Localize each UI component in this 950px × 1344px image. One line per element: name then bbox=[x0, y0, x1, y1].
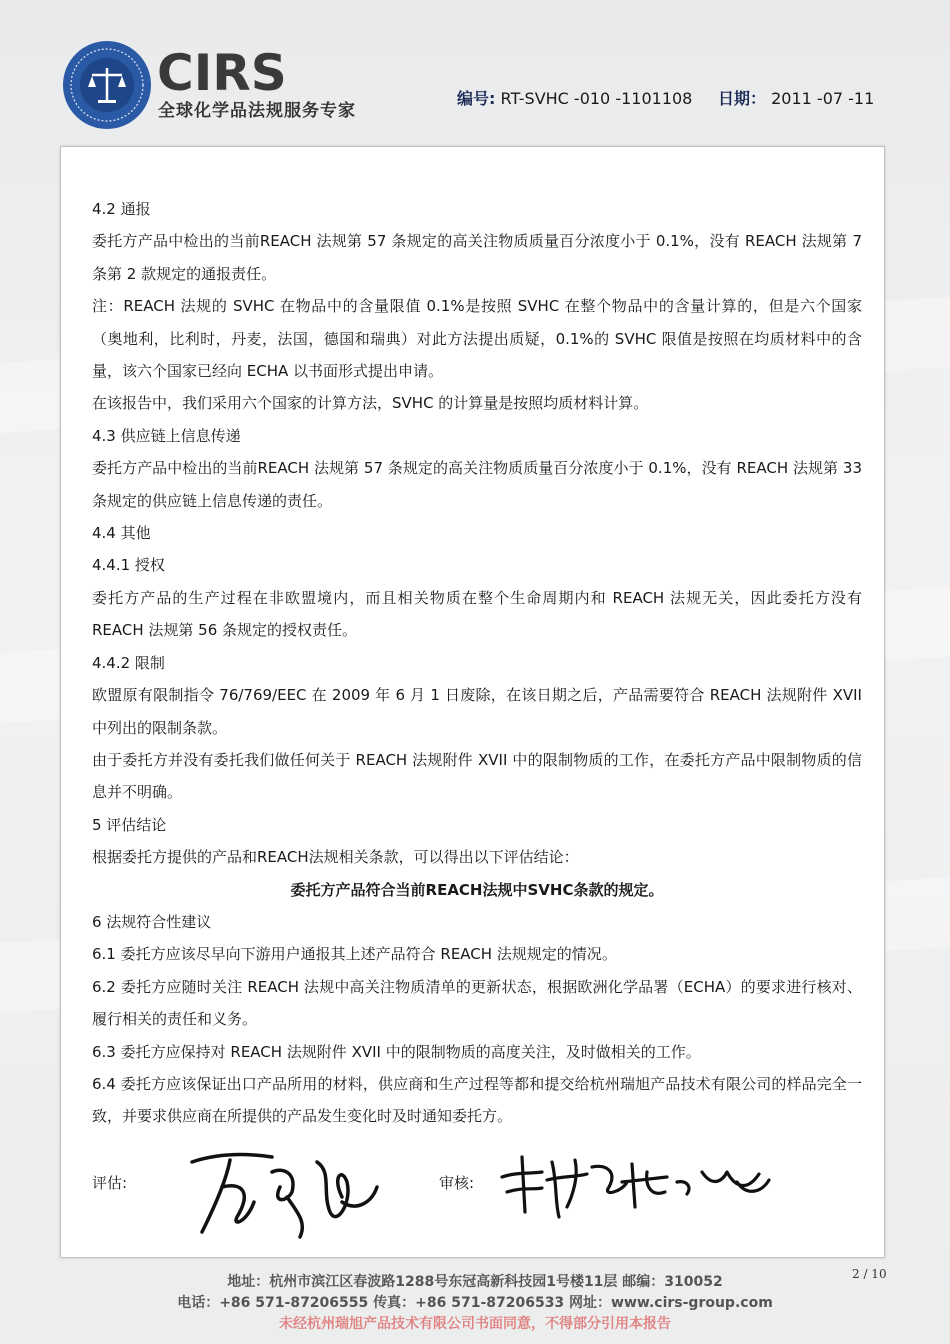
report-number-value: RT-SVHC -010 -1101108 bbox=[500, 89, 693, 108]
section-heading: 5 评估结论 bbox=[92, 815, 167, 834]
report-header bbox=[0, 0, 950, 140]
signature-row bbox=[92, 1142, 862, 1252]
page-body bbox=[60, 146, 885, 1258]
paragraph: 6.4 委托方应该保证出口产品所用的材料，供应商和生产过程等都和提交给杭州瑞旭产品技术有限公司的样品完全一致，并要求供应商在所提供的产品发生变化时及时通知委托方。 bbox=[92, 1074, 862, 1126]
report-date-label: 日期： bbox=[718, 89, 767, 108]
paragraph: 6.1 委托方应该尽早向下游用户通报其上述产品符合 REACH 法规规定的情况。 bbox=[92, 945, 617, 964]
footer-contact: 电话：+86 571-87206555 传真：+86 571-87206533 网址：www.cirs-group.com bbox=[177, 1295, 773, 1311]
section-heading: 4.2 通报 bbox=[92, 200, 151, 218]
svg-text:CIRS: CIRS bbox=[157, 46, 287, 96]
report-footer bbox=[0, 1272, 950, 1335]
report-date-value: 2011 -07 -11 bbox=[771, 89, 875, 108]
paragraph: 6.3 委托方应保持对 REACH 法规附件 XVII 中的限制物质的高度关注，及时做相关的工作。 bbox=[92, 1042, 701, 1061]
paragraph: 由于委托方并没有委托我们做任何关于 REACH 法规附件 XVII 中的限制物质的工作，在委托方产品中限制物质的信息并不明确。 bbox=[92, 750, 862, 802]
paragraph: 6.2 委托方应随时关注 REACH 法规中高关注物质清单的更新状态，根据欧洲化学品署（ECHA）的要求进行核对、履行相关的责任和义务。 bbox=[92, 977, 862, 1029]
paragraph: 在该报告中，我们采用六个国家的计算方法，SVHC 的计算量是按照均质材料计算。 bbox=[92, 394, 649, 413]
footer-address: 地址：杭州市滨江区春波路1288号东冠高新科技园1号楼11层 邮编：310052 bbox=[227, 1274, 723, 1290]
evaluator-label: 评估: bbox=[92, 1174, 128, 1192]
paragraph: 委托方产品中检出的当前REACH 法规第 57 条规定的高关注物质质量百分浓度小于 0.1%，没有 REACH 法规第 7 条第 2 款规定的通报责任。 bbox=[92, 232, 862, 283]
cirs-wordmark-logo bbox=[157, 46, 287, 96]
page-number: 2 / 10 bbox=[852, 1267, 887, 1281]
section-heading: 6 法规符合性建议 bbox=[92, 912, 212, 931]
report-date bbox=[718, 86, 874, 109]
report-content bbox=[92, 193, 862, 1133]
report-number bbox=[457, 86, 692, 109]
section-heading: 4.3 供应链上信息传递 bbox=[92, 426, 241, 445]
evaluator-signature bbox=[182, 1142, 392, 1242]
section-heading: 4.4 其他 bbox=[92, 524, 151, 543]
paragraph: 根据委托方提供的产品和REACH法规相关条款，可以得出以下评估结论： bbox=[92, 848, 579, 867]
footer-notice: 未经杭州瑞旭产品技术有限公司书面同意，不得部分引用本报告 bbox=[279, 1316, 671, 1332]
conclusion-statement: 委托方产品符合当前REACH法规中SVHC条款的规定。 bbox=[290, 880, 664, 899]
paragraph: 委托方产品中检出的当前REACH 法规第 57 条规定的高关注物质质量百分浓度小于 0.1%，没有 REACH 法规第 33 条规定的供应链上信息传递的责任。 bbox=[92, 459, 862, 510]
reviewer-label: 审核: bbox=[439, 1174, 475, 1192]
paragraph: 注：REACH 法规的 SVHC 在物品中的含量限值 0.1%是按照 SVHC 在整个物品中的含量计算的，但是六个国家（奥地利，比利时，丹麦，法国，德国和瑞典）对此方法提出质疑，0.1%的 SVHC 限值是按照在均质材料中的含量，该六个国家已经向 ECHA 以书面形式提出申请。 bbox=[92, 297, 862, 381]
brand-slogan: 全球化学品法规服务专家 bbox=[158, 101, 356, 121]
cirs-seal-logo bbox=[62, 40, 152, 130]
section-heading: 4.4.2 限制 bbox=[92, 653, 165, 672]
section-heading: 4.4.1 授权 bbox=[92, 556, 165, 575]
paragraph: 欧盟原有限制指令 76/769/EEC 在 2009 年 6 月 1 日废除，在该日期之后，产品需要符合 REACH 法规附件 XVII 中列出的限制条款。 bbox=[92, 686, 862, 737]
report-number-label: 编号: bbox=[457, 89, 496, 108]
reviewer-signature bbox=[497, 1152, 777, 1222]
paragraph: 委托方产品的生产过程在非欧盟境内，而且相关物质在整个生命周期内和 REACH 法规无关，因此委托方没有 REACH 法规第 56 条规定的授权责任。 bbox=[92, 588, 862, 640]
